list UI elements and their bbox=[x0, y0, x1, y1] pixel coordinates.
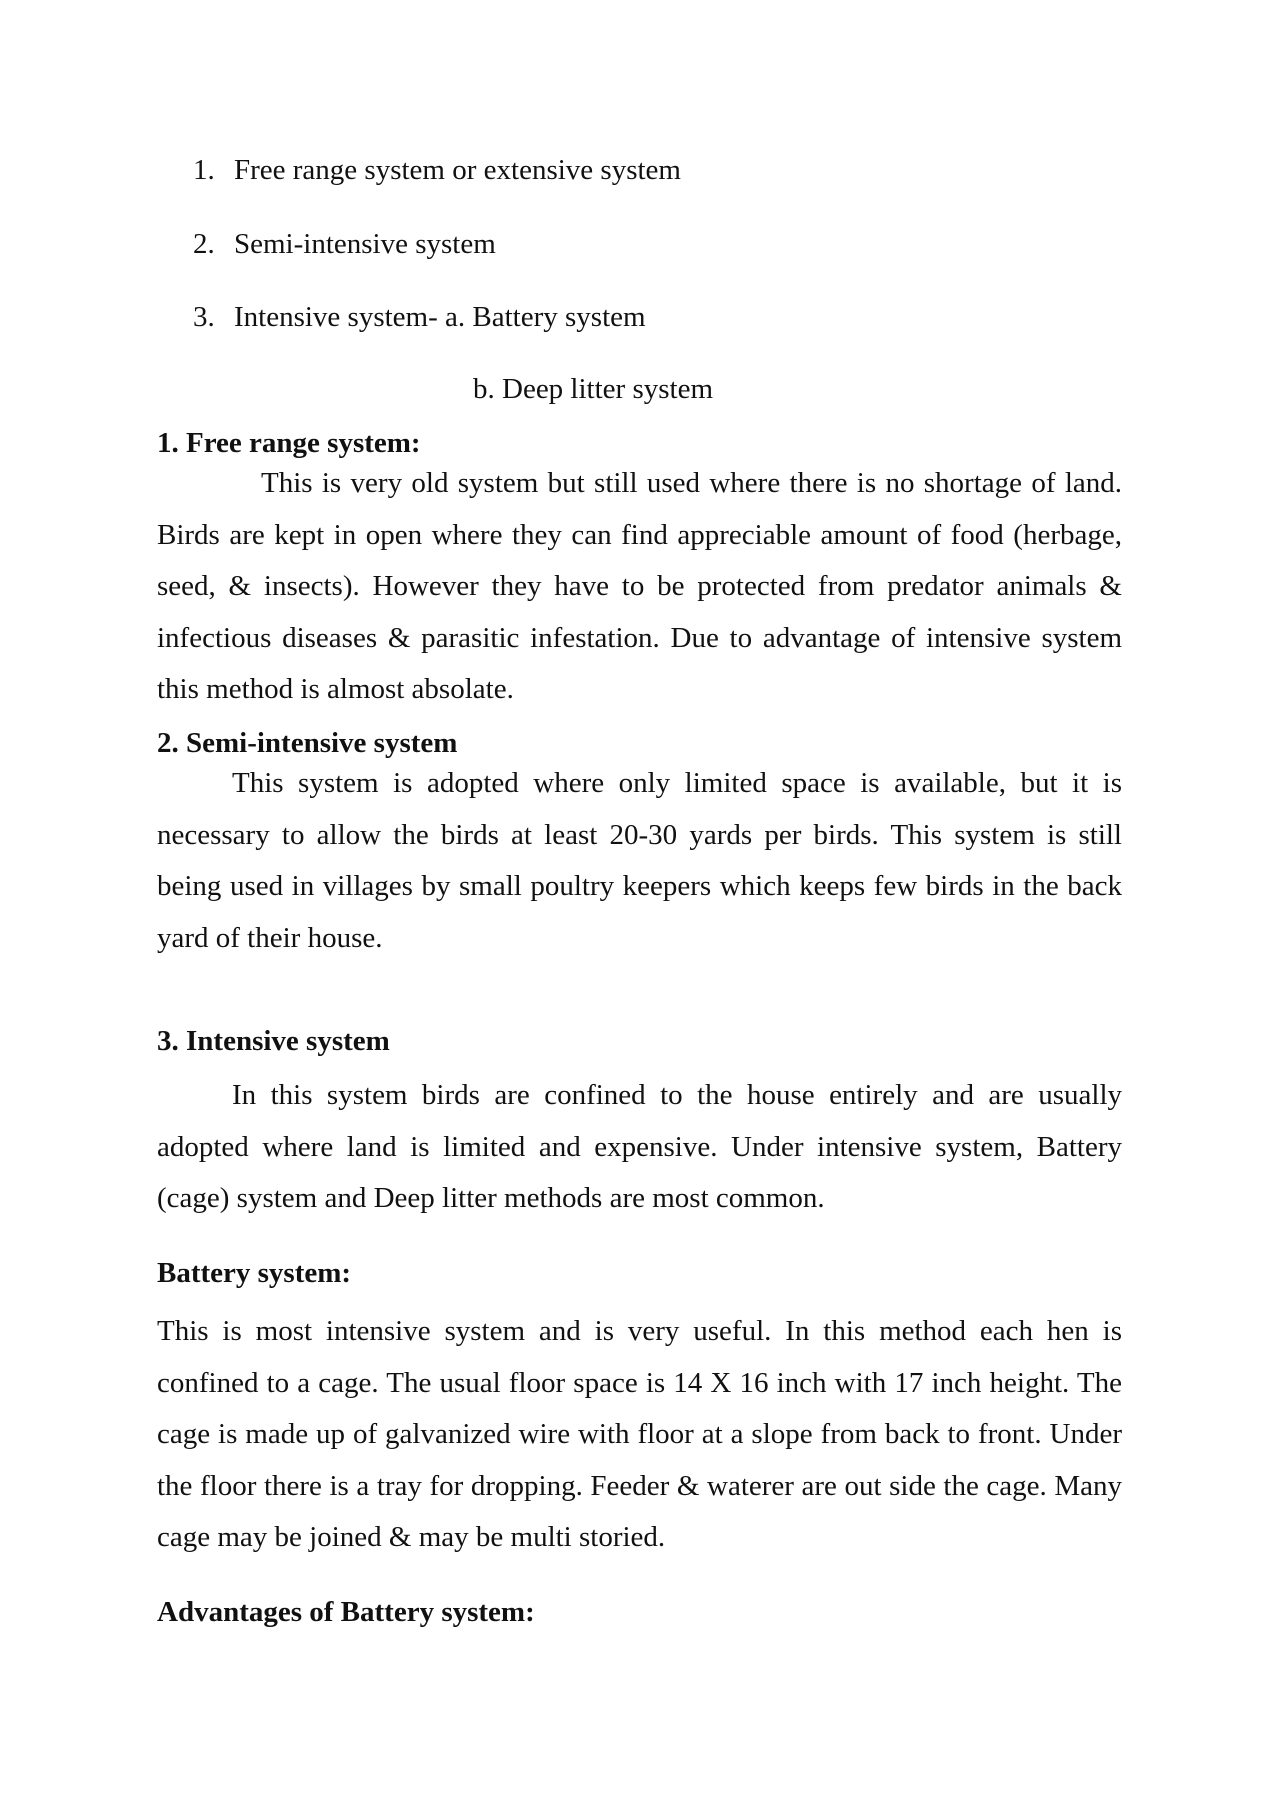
paragraph-free-range: This is very old system but still used where there is no shortage of land. Birds are kept in open where they can find appreciable amount of food (herbage, seed, & insects). However they have to be protected from predator animals & infectious diseases & parasitic infestation. Due to advantage of intensive system this method is almost absolate. bbox=[157, 467, 1122, 705]
list-item bbox=[193, 227, 496, 261]
section-heading-semi-intensive: 2. Semi-intensive system bbox=[157, 727, 458, 759]
list-number: 3. bbox=[193, 301, 215, 333]
list-item bbox=[193, 153, 681, 187]
section-heading-battery: Battery system: bbox=[157, 1257, 352, 1289]
paragraph-battery: This is most intensive system and is very useful. In this method each hen is confined to a cage. The usual floor space is 14 X 16 inch with 17 inch height. The cage is made up of galvanized wire with floor at a slope from back to front. Under the floor there is a tray for dropping. Feeder & waterer are out side the cage. Many cage may be joined & may be multi storied. bbox=[157, 1315, 1122, 1553]
list-number: 1. bbox=[193, 154, 215, 186]
section-heading-advantages: Advantages of Battery system: bbox=[157, 1596, 535, 1628]
paragraph-semi-intensive: This system is adopted where only limited space is available, but it is necessary to allow the birds at least 20-30 yards per birds. This system is still being used in villages by small poultry keepers which keeps few birds in the back yard of their house. bbox=[157, 767, 1122, 954]
list-item-text: Semi-intensive system bbox=[234, 228, 496, 260]
list-item-text: Free range system or extensive system bbox=[234, 154, 681, 186]
section-heading-free-range: 1. Free range system: bbox=[157, 427, 421, 459]
list-item-text: Intensive system- a. Battery system bbox=[234, 301, 646, 333]
list-sub-item: b. Deep litter system bbox=[473, 373, 714, 405]
list-item bbox=[193, 300, 646, 334]
section-heading-intensive: 3. Intensive system bbox=[157, 1025, 390, 1057]
list-number: 2. bbox=[193, 228, 215, 260]
paragraph-intensive: In this system birds are confined to the house entirely and are usually adopted where land is limited and expensive. Under intensive system, Battery (cage) system and Deep litter methods are most common. bbox=[157, 1079, 1122, 1214]
